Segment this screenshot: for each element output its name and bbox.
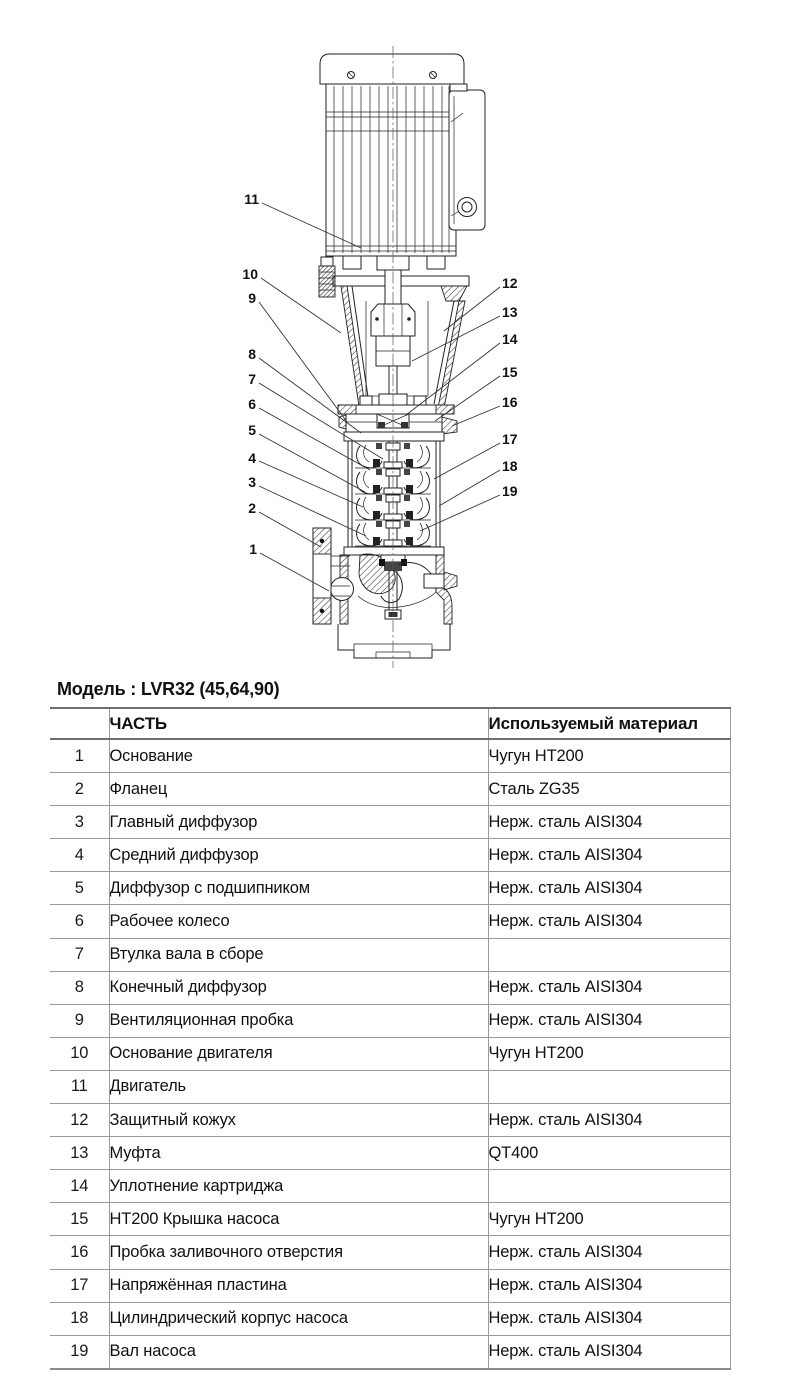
callout-label-19: 19 <box>502 483 518 499</box>
row-number: 10 <box>50 1037 109 1070</box>
row-number: 6 <box>50 905 109 938</box>
row-material: Нерж. сталь AISI304 <box>488 1302 730 1335</box>
callout-leader-4 <box>259 461 363 507</box>
callout-label-3: 3 <box>248 474 256 490</box>
table-row <box>50 1203 730 1236</box>
row-material: Нерж. сталь AISI304 <box>488 839 730 872</box>
row-material <box>488 1070 730 1103</box>
row-material <box>488 938 730 971</box>
table-row <box>50 872 730 905</box>
row-part: Рабочее колесо <box>109 905 488 938</box>
table-row <box>50 905 730 938</box>
row-part: Муфта <box>109 1137 488 1170</box>
table-row <box>50 806 730 839</box>
row-part: Уплотнение картриджа <box>109 1170 488 1203</box>
row-material: Нерж. сталь AISI304 <box>488 872 730 905</box>
row-part: HT200 Крышка насоса <box>109 1203 488 1236</box>
row-material: Нерж. сталь AISI304 <box>488 1335 730 1369</box>
callout-leader-5 <box>259 434 365 492</box>
row-material: Нерж. сталь AISI304 <box>488 806 730 839</box>
row-number: 1 <box>50 739 109 773</box>
table-row <box>50 938 730 971</box>
row-number: 4 <box>50 839 109 872</box>
row-part: Цилиндрический корпус насоса <box>109 1302 488 1335</box>
callout-label-1: 1 <box>249 541 257 557</box>
row-material: Нерж. сталь AISI304 <box>488 971 730 1004</box>
drain-plug <box>444 572 457 590</box>
table-header-row <box>50 708 730 739</box>
table-row <box>50 1037 730 1070</box>
motor-cap-screw <box>348 72 355 79</box>
row-material: Нерж. сталь AISI304 <box>488 1269 730 1302</box>
callout-label-9: 9 <box>248 290 256 306</box>
callout-label-5: 5 <box>248 422 256 438</box>
callout-label-8: 8 <box>248 346 256 362</box>
row-material: Нерж. сталь AISI304 <box>488 1004 730 1037</box>
row-number: 19 <box>50 1335 109 1369</box>
row-number: 15 <box>50 1203 109 1236</box>
table-row <box>50 1004 730 1037</box>
callout-label-13: 13 <box>502 304 518 320</box>
callout-leader-17 <box>434 443 500 479</box>
callout-label-4: 4 <box>248 450 256 466</box>
table-row <box>50 1302 730 1335</box>
row-number: 11 <box>50 1070 109 1103</box>
row-part: Главный диффузор <box>109 806 488 839</box>
callout-leader-18 <box>439 470 500 506</box>
row-part: Основание двигателя <box>109 1037 488 1070</box>
row-number: 3 <box>50 806 109 839</box>
row-number: 8 <box>50 971 109 1004</box>
table-row <box>50 1236 730 1269</box>
row-material: Нерж. сталь AISI304 <box>488 905 730 938</box>
callout-leader-2 <box>259 512 321 547</box>
header-num <box>50 708 109 739</box>
table-row <box>50 739 730 773</box>
header-part: ЧАСТЬ <box>109 708 488 739</box>
row-part: Конечный диффузор <box>109 971 488 1004</box>
row-part: Напряжённая пластина <box>109 1269 488 1302</box>
row-material <box>488 1170 730 1203</box>
row-number: 5 <box>50 872 109 905</box>
callout-leader-9 <box>259 302 347 422</box>
row-number: 16 <box>50 1236 109 1269</box>
callout-leader-16 <box>452 406 500 426</box>
row-number: 13 <box>50 1137 109 1170</box>
row-number: 14 <box>50 1170 109 1203</box>
row-part: Защитный кожух <box>109 1104 488 1137</box>
callout-label-10: 10 <box>242 266 258 282</box>
callout-label-7: 7 <box>248 371 256 387</box>
header-material: Используемый материал <box>488 708 730 739</box>
row-part: Основание <box>109 739 488 773</box>
callout-label-18: 18 <box>502 458 518 474</box>
row-material: Чугун HT200 <box>488 739 730 773</box>
row-number: 9 <box>50 1004 109 1037</box>
row-number: 2 <box>50 773 109 806</box>
row-material: Нерж. сталь AISI304 <box>488 1104 730 1137</box>
motor-top-cap <box>320 54 464 84</box>
terminal-box <box>449 84 485 230</box>
callout-label-2: 2 <box>248 500 256 516</box>
table-row <box>50 1335 730 1369</box>
row-number: 12 <box>50 1104 109 1137</box>
table-row <box>50 1070 730 1103</box>
model-title: Модель : LVR32 (45,64,90) <box>57 679 280 699</box>
row-part: Диффузор с подшипником <box>109 872 488 905</box>
callout-label-14: 14 <box>502 331 518 347</box>
callout-label-15: 15 <box>502 364 518 380</box>
row-part: Двигатель <box>109 1070 488 1103</box>
row-part: Пробка заливочного отверстия <box>109 1236 488 1269</box>
row-number: 17 <box>50 1269 109 1302</box>
row-material: Нерж. сталь AISI304 <box>488 1236 730 1269</box>
row-material: Чугун HT200 <box>488 1037 730 1070</box>
row-material: Сталь ZG35 <box>488 773 730 806</box>
base-foot <box>338 624 450 658</box>
row-material: Чугун HT200 <box>488 1203 730 1236</box>
parts-table <box>50 707 731 1370</box>
table-row <box>50 1170 730 1203</box>
table-row <box>50 773 730 806</box>
row-part: Фланец <box>109 773 488 806</box>
table-row <box>50 1104 730 1137</box>
drain-boss <box>424 574 444 588</box>
callout-label-6: 6 <box>248 396 256 412</box>
callout-label-11: 11 <box>244 191 259 207</box>
table-row <box>50 1137 730 1170</box>
callout-leader-8 <box>259 358 361 433</box>
row-part: Вентиляционная пробка <box>109 1004 488 1037</box>
row-material: QT400 <box>488 1137 730 1170</box>
row-number: 7 <box>50 938 109 971</box>
row-number: 18 <box>50 1302 109 1335</box>
table-row <box>50 1269 730 1302</box>
suction-eye <box>331 578 354 601</box>
callout-label-12: 12 <box>502 275 518 291</box>
callout-label-17: 17 <box>502 431 518 447</box>
callout-label-16: 16 <box>502 394 518 410</box>
row-part: Вал насоса <box>109 1335 488 1369</box>
callout-leader-19 <box>420 495 500 531</box>
motor-cap-screw <box>430 72 437 79</box>
motor <box>320 54 464 256</box>
table-row <box>50 971 730 1004</box>
stud-bolt <box>319 257 335 297</box>
row-part: Средний диффузор <box>109 839 488 872</box>
row-part: Втулка вала в сборе <box>109 938 488 971</box>
pump-diagram <box>0 0 800 675</box>
table-row <box>50 839 730 872</box>
fill-plug <box>442 417 457 434</box>
